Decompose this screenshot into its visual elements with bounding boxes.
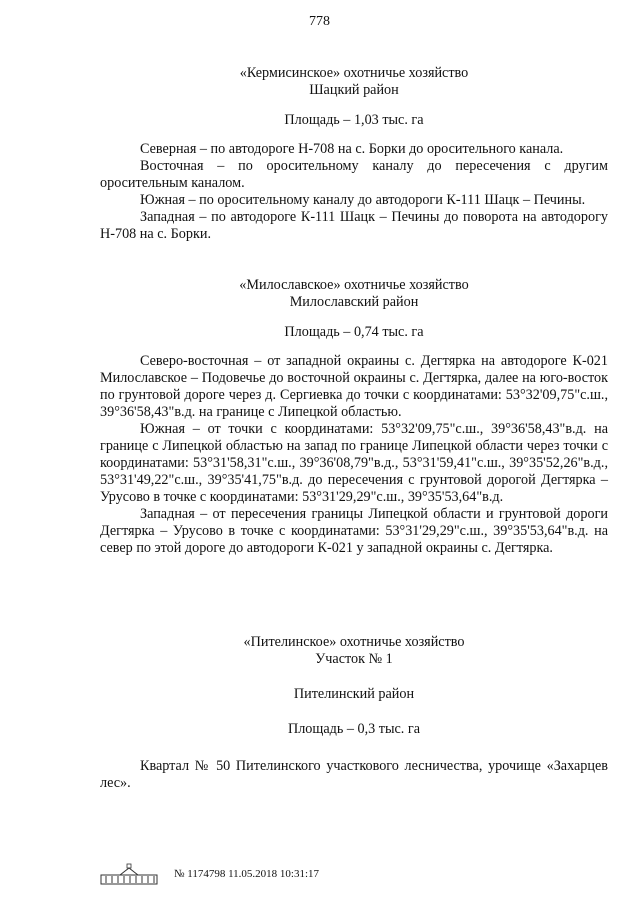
section-title: «Пителинское» охотничье хозяйство: [243, 634, 465, 650]
boundary-south: Южная – по оросительному каналу до автодороги К-111 Шацк – Печины.: [140, 192, 586, 208]
section-miloslavskoe: [100, 277, 608, 557]
section-district: Шацкий район: [309, 82, 399, 98]
section-district: Пителинский район: [293, 686, 415, 702]
page-number: 778: [309, 14, 330, 29]
section-pitelinskoe: [100, 634, 608, 792]
boundary-west: Западная – от пересечения границы Липецкой области и грунтовой дороги Дегтярка – Урусово в точке с координатами: 53°31'29,29"с.ш., 39°35'53,64"в.д. на север по этой дороге до автодороги К-021 у западной окраины с. Дегтярка.: [100, 506, 608, 556]
section-kermisinskoe: [100, 65, 608, 243]
section-area: Площадь – 1,03 тыс. га: [284, 112, 424, 128]
section-district: Милославский район: [289, 294, 419, 310]
boundary-south: Южная – от точки с координатами: 53°32'09,75"с.ш., 39°36'58,43"в.д. на границе с Липецкой областью на запад по границе Липецкой области через точки с координатами: 53°31'58,31"с.ш., 39°36'08,79"в.д., 53°31'59,41"с.ш., 39°35'52,26"в.д., 53°31'49,22"с.ш., 39°35'41,75"в.д. до пересечения с грунтовой дорогой Дегтярка – Урусово в точке с координатами: 53°31'29,29"с.ш., 39°35'53,64"в.д.: [100, 421, 608, 505]
document-footer: [100, 862, 400, 888]
section-title: «Кермисинское» охотничье хозяйство: [239, 65, 469, 81]
boundary-north: Северная – по автодороге Н-708 на с. Борки до оросительного канала.: [140, 141, 564, 157]
section-area: Площадь – 0,3 тыс. га: [287, 721, 421, 737]
document-number: № 1174798 11.05.2018 10:31:17: [174, 868, 320, 880]
boundary-west: Западная – по автодороге К-111 Шацк – Печины до поворота на автодорогу Н-708 на с. Борки.: [100, 209, 608, 242]
section-title: «Милославское» охотничье хозяйство: [239, 277, 469, 293]
boundary-east: Восточная – по оросительному каналу до пересечения с другим оросительным каналом.: [100, 158, 608, 191]
section-area: Площадь – 0,74 тыс. га: [284, 324, 424, 340]
section-subtitle: Участок № 1: [315, 651, 393, 667]
boundary-northeast: Северо-восточная – от западной окраины с. Дегтярка на автодороге К-021 Милославское – Подовечье до восточной окраины с. Дегтярка, далее на юго-восток по грунтовой дороге через д. Сергиевка до точки с координатами: 53°32'09,75"с.ш., 39°36'58,43"в.д. на границе с Липецкой областью.: [100, 353, 608, 420]
area-description: Квартал № 50 Пителинского участкового лесничества, урочище «Захарцев лес».: [100, 758, 608, 791]
building-stamp-icon: [100, 862, 158, 886]
